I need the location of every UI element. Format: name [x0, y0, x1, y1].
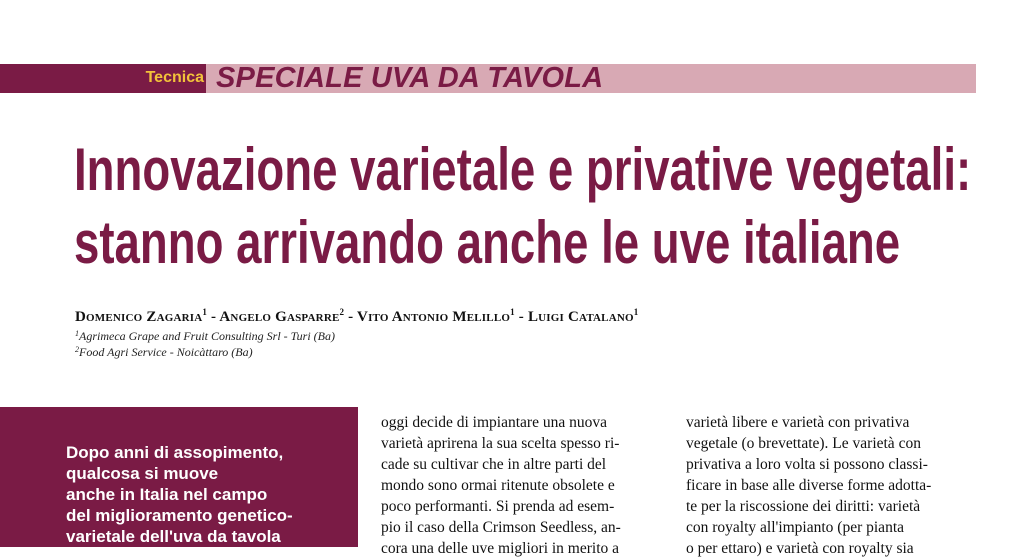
abstract-line: Dopo anni di assopimento,: [66, 443, 284, 462]
body-line: cora una delle uve migliori in merito a: [381, 540, 620, 557]
author-name: Luigi Catalano: [527, 309, 634, 325]
body-line: privativa a loro volta si possono classi-: [686, 456, 928, 473]
body-line: cade su cultivar che in altre parti del: [381, 456, 607, 473]
body-line: o per ettaro) e varietà con royalty sia: [686, 540, 914, 557]
author-name: Vito Antonio Melillo: [357, 309, 511, 325]
author-separator: -: [207, 309, 220, 325]
author-list: [75, 303, 638, 326]
abstract-line: varietale dell'uva da tavola: [66, 527, 281, 546]
affiliation-text: Agrimeca Grape and Fruit Consulting Srl - Turi (Ba): [79, 329, 335, 343]
body-line: ficare in base alle diverse forme adotta-: [686, 477, 932, 494]
author-name: Domenico Zagaria: [75, 309, 203, 325]
body-line: varietà aprirena la sua scelta spesso ri-: [381, 435, 620, 452]
body-column-1: [381, 412, 671, 559]
body-line: varietà libere e varietà con privativa: [686, 414, 910, 431]
body-line: te per la riscossione dei diritti: varietà: [686, 498, 921, 515]
body-column-2: [686, 412, 976, 559]
article-title-line-1: Innovazione varietale e privative vegetali:: [74, 136, 972, 203]
author-separator: -: [514, 309, 528, 325]
section-title: SPECIALE UVA DA TAVOLA: [216, 62, 604, 94]
abstract-line: anche in Italia nel campo: [66, 485, 268, 504]
article-title-line-2: stanno arrivando anche le uve italiane: [74, 209, 901, 276]
body-line: pio il caso della Crimson Seedless, an-: [381, 519, 621, 536]
affiliation-text: Food Agri Service - Noicàttaro (Ba): [79, 345, 253, 359]
author-ref: 1: [202, 307, 208, 317]
body-line: con royalty all'impianto (per pianta: [686, 519, 904, 536]
affiliation-ref: 1: [75, 329, 79, 338]
section-tag: Tecnica: [145, 69, 204, 86]
author-ref: 1: [633, 307, 639, 317]
body-line: mondo sono ormai ritenute obsolete e: [381, 477, 615, 494]
abstract-line: qualcosa si muove: [66, 464, 219, 483]
affiliation-ref: 2: [75, 345, 79, 354]
author-ref: 1: [510, 307, 515, 317]
abstract-line: del miglioramento genetico-: [66, 506, 293, 525]
author-ref: 2: [339, 307, 345, 317]
author-name: Angelo Gasparre: [219, 309, 340, 325]
abstract-text: [66, 442, 356, 547]
body-line: vegetale (o brevettate). Le varietà con: [686, 435, 921, 452]
body-line: oggi decide di impiantare una nuova: [381, 414, 607, 431]
body-line: poco performanti. Si prenda ad esem-: [381, 498, 615, 515]
author-separator: -: [344, 309, 358, 325]
affiliation: [75, 342, 253, 360]
